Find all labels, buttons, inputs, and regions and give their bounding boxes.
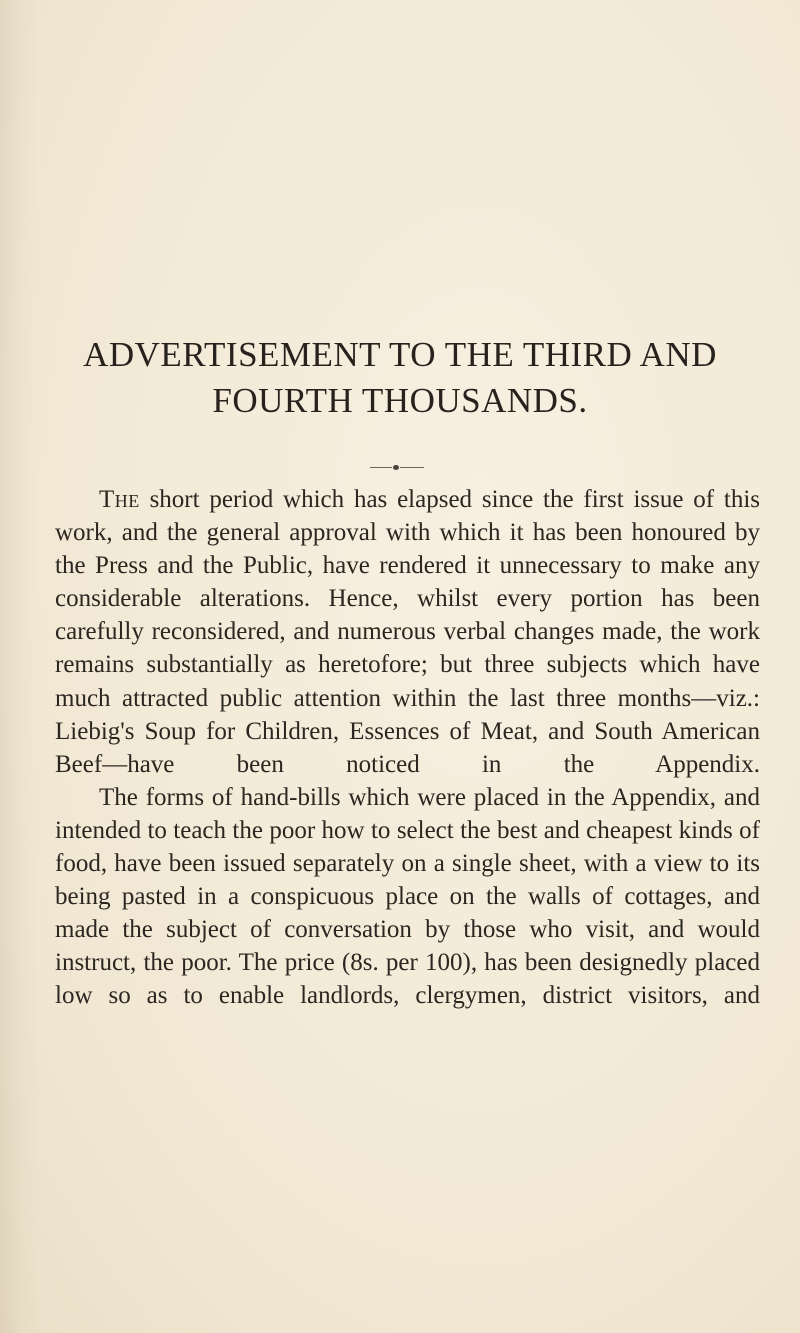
title-line-1: ADVERTISEMENT TO THE THIRD AND (83, 335, 717, 374)
body-text (55, 483, 760, 1013)
page-title (0, 332, 800, 424)
paragraph-1-lead-word: The (99, 486, 140, 513)
paragraph-1 (55, 483, 760, 781)
title-line-2: FOURTH THOUSANDS. (212, 381, 588, 420)
section-divider-ornament (370, 464, 424, 472)
paragraph-2: The forms of hand-bills which were placed in the Appendix, and intended to teach the poor how to select the best and cheapest kinds of food, have been issued separately on a single sheet, with a view to its being pasted in a conspicuous place on the walls of cottages, and made the subject of conversation by those who visit, and would instruct, the poor. The price (8s. per 100), has been designedly placed low so as to enable landlords, clergymen, district visitors, and (55, 783, 760, 1010)
paragraph-1-text: short period which has elapsed since the first issue of this work, and the general approval with which it has been honoured by the Press and the Public, have rendered it unnecessary to make any considerable alterations. Hence, whilst every portion has been carefully reconsidered, and numerous verbal changes made, the work remains substantially as heretofore; but three subjects which have much attracted public attention within the last three months—viz.: Liebig's Soup for Children, Essences of Meat, and South American Beef—have been noticed in the Appendix. (55, 486, 760, 778)
